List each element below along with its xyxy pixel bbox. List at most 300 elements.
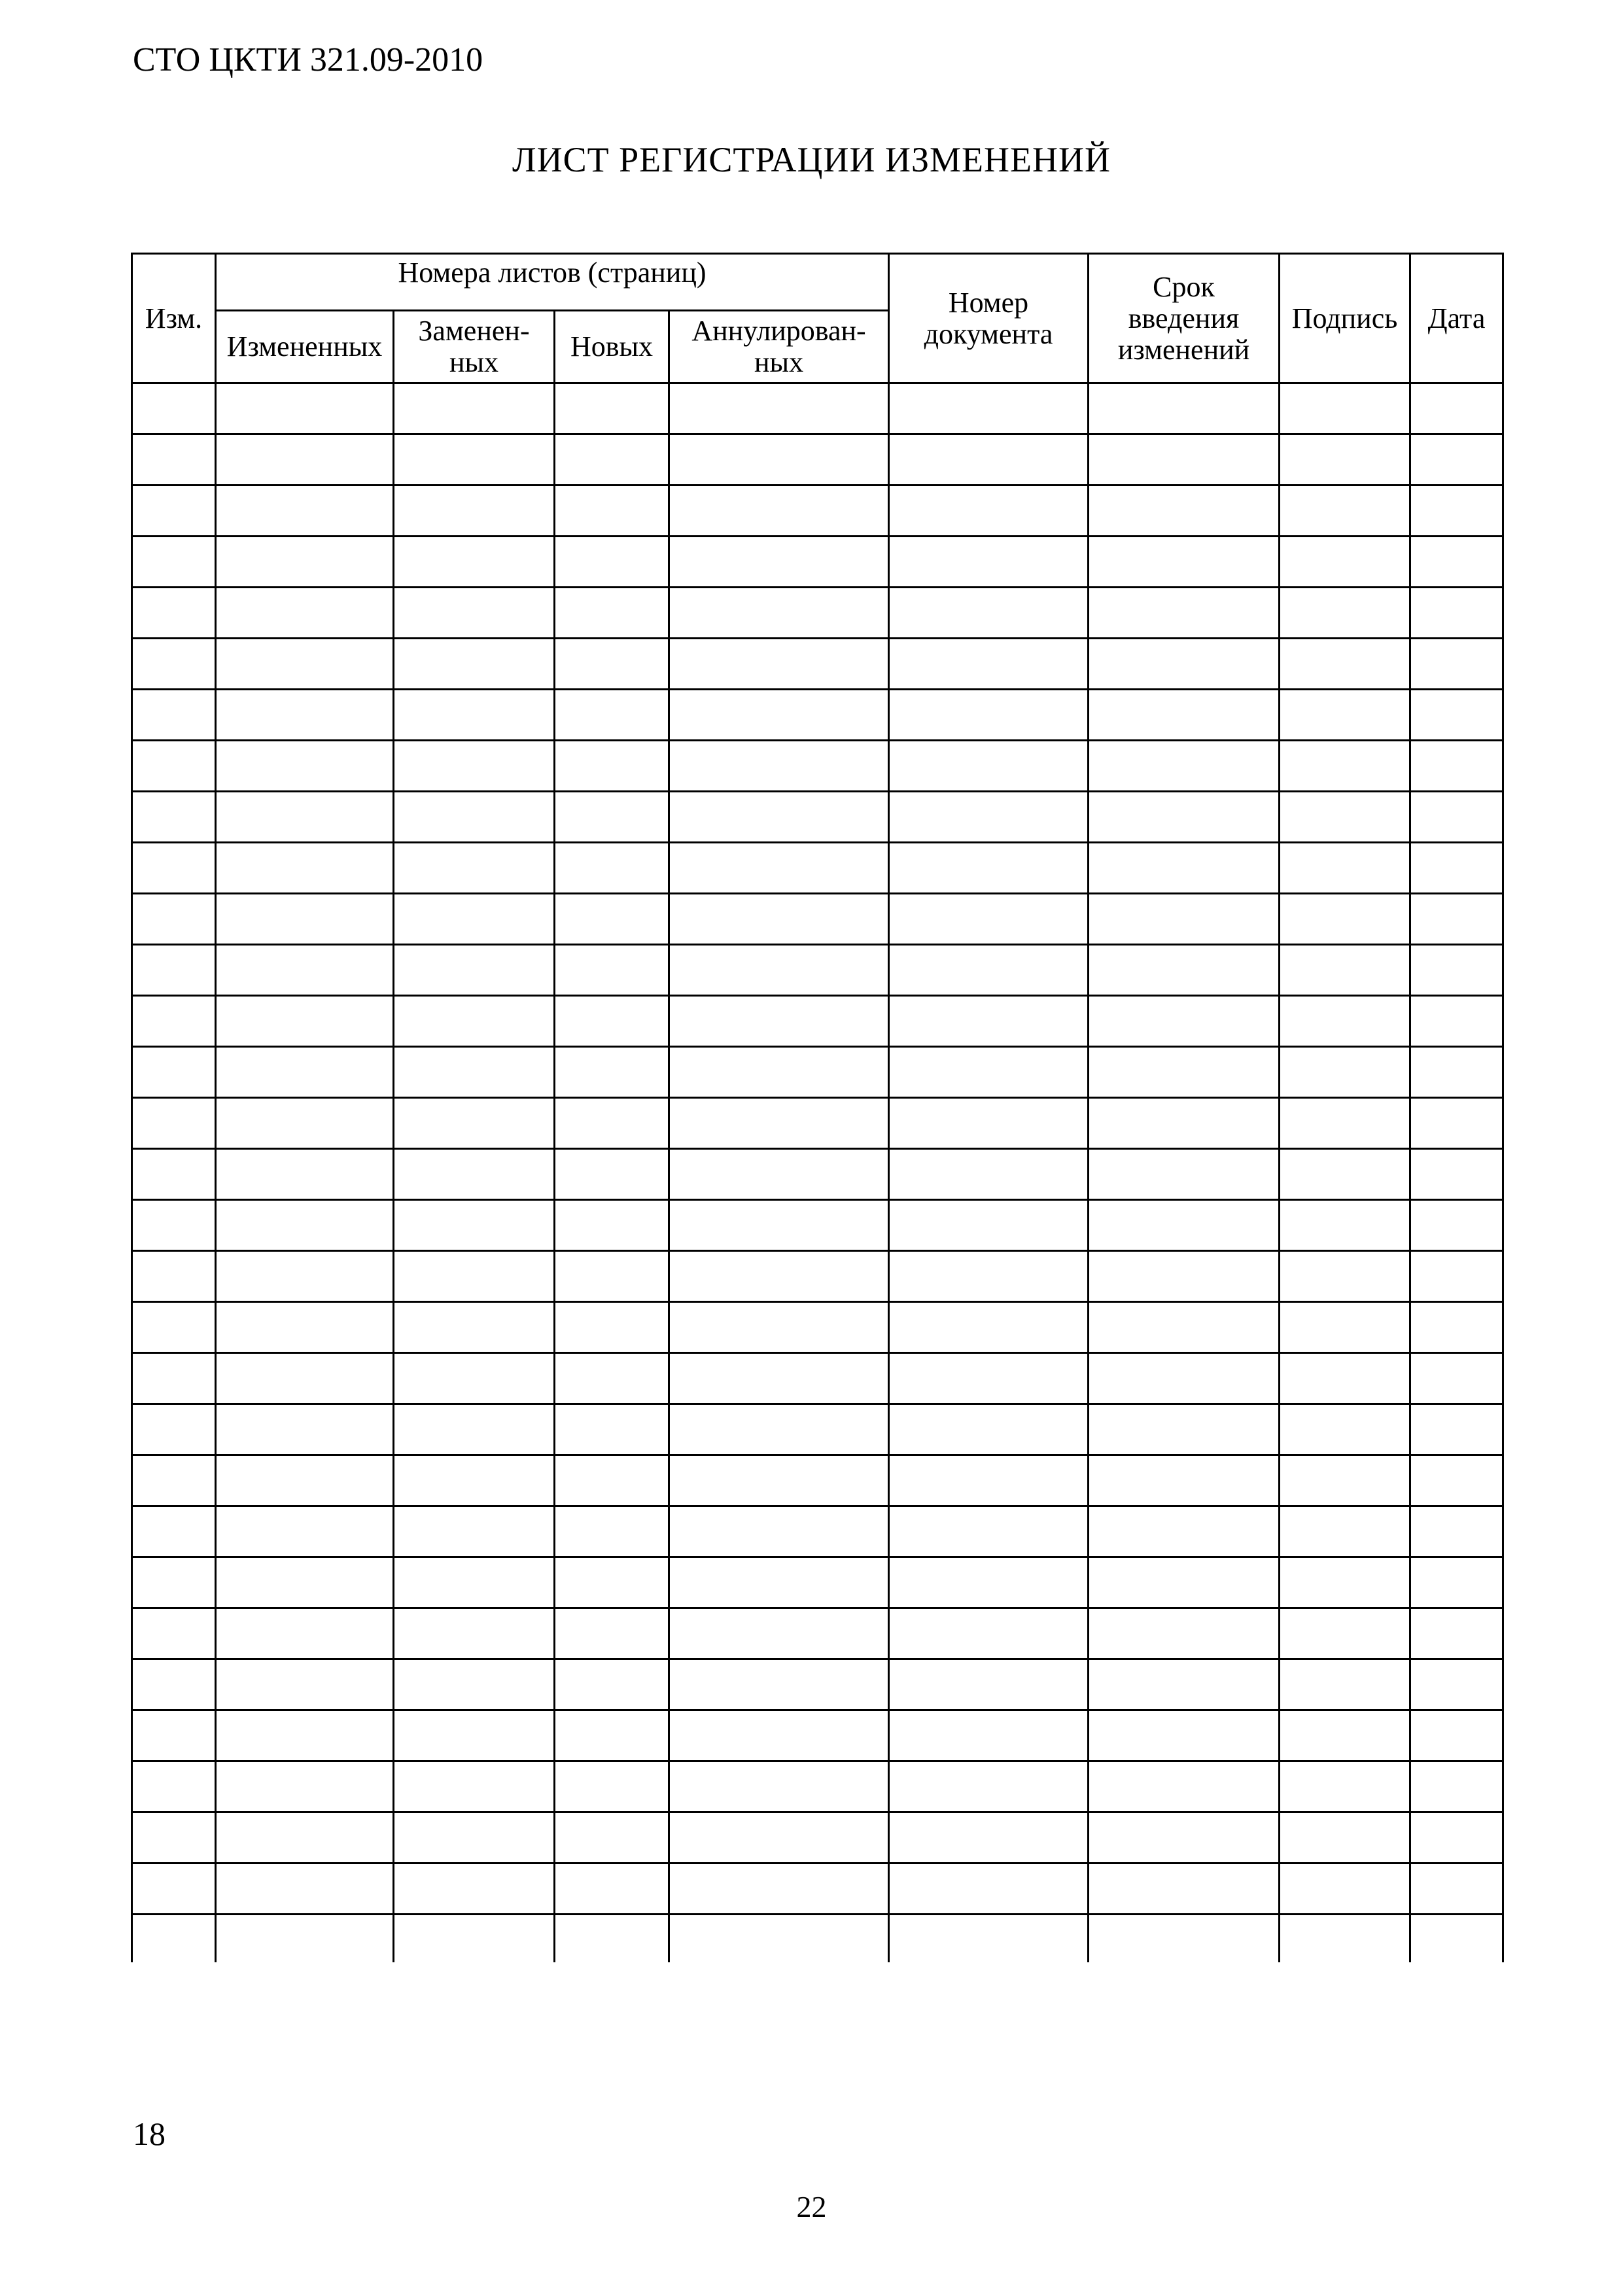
table-cell [394, 894, 555, 945]
table-cell [1280, 1506, 1410, 1557]
table-cell [216, 434, 394, 486]
table-cell [1280, 1710, 1410, 1761]
table-row [132, 1812, 1503, 1863]
table-row [132, 1608, 1503, 1659]
table-cell [889, 1047, 1089, 1098]
table-cell [1089, 996, 1280, 1047]
table-cell [669, 639, 889, 690]
table-cell [1280, 1149, 1410, 1200]
table-cell [1280, 945, 1410, 996]
table-cell [394, 792, 555, 843]
table-cell [394, 1659, 555, 1710]
table-cell [889, 1863, 1089, 1915]
table-cell [889, 792, 1089, 843]
table-cell [1410, 843, 1503, 894]
table-cell [132, 486, 216, 537]
table-cell [1089, 741, 1280, 792]
table-cell [889, 1608, 1089, 1659]
table-cell [1410, 537, 1503, 588]
table-cell [132, 383, 216, 434]
table-cell [216, 1557, 394, 1608]
table-cell [1410, 945, 1503, 996]
table-cell [669, 1761, 889, 1812]
header-date: Дата [1410, 254, 1503, 383]
table-cell [132, 1659, 216, 1710]
table-cell [216, 639, 394, 690]
table-cell [1410, 1047, 1503, 1098]
table-cell [132, 1302, 216, 1353]
table-cell [1089, 639, 1280, 690]
table-cell [394, 588, 555, 639]
table-cell [216, 1455, 394, 1506]
table-row [132, 1915, 1503, 1962]
table-cell [1280, 486, 1410, 537]
table-cell [1089, 1506, 1280, 1557]
table-cell [889, 1353, 1089, 1404]
table-cell [216, 996, 394, 1047]
table-row [132, 1863, 1503, 1915]
table-cell [394, 1098, 555, 1149]
table-cell [889, 1659, 1089, 1710]
table-cell [1280, 1302, 1410, 1353]
table-cell [889, 1761, 1089, 1812]
table-cell [555, 1251, 669, 1302]
table-cell [394, 1557, 555, 1608]
table-cell [1089, 1812, 1280, 1863]
table-cell [132, 1812, 216, 1863]
table-cell [555, 894, 669, 945]
table-cell [555, 741, 669, 792]
table-cell [555, 588, 669, 639]
table-cell [1410, 792, 1503, 843]
table-cell [555, 690, 669, 741]
table-cell [889, 383, 1089, 434]
table-cell [216, 1404, 394, 1455]
table-row [132, 537, 1503, 588]
header-annulled: Аннулирован- ных [669, 311, 889, 383]
table-cell [1089, 792, 1280, 843]
table-cell [132, 588, 216, 639]
table-cell [1089, 383, 1280, 434]
table-cell [669, 1404, 889, 1455]
table-cell [555, 1506, 669, 1557]
table-cell [1280, 1761, 1410, 1812]
table-cell [555, 1149, 669, 1200]
table-cell [394, 690, 555, 741]
table-cell [669, 1915, 889, 1962]
table-cell [555, 1455, 669, 1506]
table-cell [669, 843, 889, 894]
table-cell [216, 1047, 394, 1098]
table-cell [669, 741, 889, 792]
table-cell [889, 741, 1089, 792]
header-term-of-introduction: Срок введения изменений [1089, 254, 1280, 383]
table-cell [132, 1251, 216, 1302]
header-document-number: Номер документа [889, 254, 1089, 383]
table-cell [669, 1710, 889, 1761]
table-cell [1280, 1200, 1410, 1251]
table-row [132, 1710, 1503, 1761]
table-cell [1410, 1659, 1503, 1710]
table-cell [1410, 1149, 1503, 1200]
table-cell [216, 1659, 394, 1710]
table-row [132, 588, 1503, 639]
table-cell [1410, 486, 1503, 537]
table-cell [132, 1047, 216, 1098]
table-cell [1280, 588, 1410, 639]
table-cell [669, 690, 889, 741]
table-row [132, 1506, 1503, 1557]
table-cell [216, 1353, 394, 1404]
table-cell [669, 894, 889, 945]
table-cell [889, 434, 1089, 486]
table-cell [394, 1251, 555, 1302]
change-registration-table [131, 253, 1504, 1962]
table-cell [1280, 1098, 1410, 1149]
table-row [132, 792, 1503, 843]
table-cell [1280, 1404, 1410, 1455]
table-cell [1089, 537, 1280, 588]
table-cell [216, 690, 394, 741]
table-cell [1410, 1200, 1503, 1251]
table-row [132, 639, 1503, 690]
table-row [132, 1149, 1503, 1200]
table-cell [889, 1149, 1089, 1200]
table-cell [1089, 1915, 1280, 1962]
table-cell [555, 537, 669, 588]
table-cell [555, 996, 669, 1047]
table-cell [669, 588, 889, 639]
table-cell [889, 843, 1089, 894]
table-cell [1410, 1812, 1503, 1863]
table-cell [669, 996, 889, 1047]
table-cell [1280, 996, 1410, 1047]
table-body [132, 383, 1503, 1962]
table-cell [1410, 434, 1503, 486]
table-cell [555, 1557, 669, 1608]
table-cell [889, 690, 1089, 741]
table-cell [1410, 1251, 1503, 1302]
table-row [132, 690, 1503, 741]
table-row [132, 1302, 1503, 1353]
table-cell [394, 1353, 555, 1404]
table-cell [555, 486, 669, 537]
table-cell [132, 1200, 216, 1251]
table-cell [1410, 1710, 1503, 1761]
table-cell [394, 1047, 555, 1098]
table-row [132, 741, 1503, 792]
table-cell [669, 1149, 889, 1200]
page-number-center: 22 [796, 2190, 827, 2223]
table-cell [669, 1353, 889, 1404]
table-cell [1410, 690, 1503, 741]
table-row [132, 996, 1503, 1047]
table-cell [132, 1353, 216, 1404]
table-cell [889, 1557, 1089, 1608]
table-cell [889, 486, 1089, 537]
table-cell [132, 996, 216, 1047]
table-cell [394, 1608, 555, 1659]
header-izm: Изм. [132, 254, 216, 383]
table-cell [1089, 1149, 1280, 1200]
table-cell [555, 1812, 669, 1863]
table-row [132, 1455, 1503, 1506]
table-cell [889, 1710, 1089, 1761]
table-cell [1089, 1353, 1280, 1404]
table-cell [1410, 1608, 1503, 1659]
table-cell [394, 1506, 555, 1557]
table-cell [889, 537, 1089, 588]
table-cell [394, 1455, 555, 1506]
table-cell [1410, 1455, 1503, 1506]
table-cell [669, 1098, 889, 1149]
table-cell [394, 537, 555, 588]
table-cell [669, 792, 889, 843]
table-cell [132, 1863, 216, 1915]
page-number-left: 18 [133, 2115, 166, 2152]
table-cell [394, 1761, 555, 1812]
table-cell [1280, 639, 1410, 690]
table-cell [216, 1812, 394, 1863]
table-cell [132, 1404, 216, 1455]
table-cell [394, 945, 555, 996]
header-replaced: Заменен- ных [394, 311, 555, 383]
document-code: СТО ЦКТИ 321.09-2010 [133, 41, 483, 79]
table-cell [889, 1812, 1089, 1863]
table-cell [1089, 434, 1280, 486]
table-cell [1089, 894, 1280, 945]
table-cell [216, 1200, 394, 1251]
table-cell [216, 894, 394, 945]
table-cell [216, 1915, 394, 1962]
table-cell [132, 1761, 216, 1812]
table-cell [132, 1608, 216, 1659]
table-row [132, 1251, 1503, 1302]
table-cell [1089, 1557, 1280, 1608]
table-cell [555, 1047, 669, 1098]
table-cell [132, 639, 216, 690]
table-cell [132, 537, 216, 588]
table-cell [1089, 1098, 1280, 1149]
table-cell [1410, 639, 1503, 690]
table-cell [555, 1863, 669, 1915]
table-cell [1089, 945, 1280, 996]
table-cell [1280, 434, 1410, 486]
table-cell [132, 434, 216, 486]
table-row [132, 383, 1503, 434]
table-cell [555, 1098, 669, 1149]
table-cell [216, 1761, 394, 1812]
table-row [132, 843, 1503, 894]
table-cell [216, 1251, 394, 1302]
table-cell [1410, 383, 1503, 434]
table-cell [132, 1506, 216, 1557]
table-cell [555, 1353, 669, 1404]
table-cell [1410, 996, 1503, 1047]
table-cell [1410, 741, 1503, 792]
table-cell [132, 1557, 216, 1608]
table-cell [669, 945, 889, 996]
table-cell [889, 639, 1089, 690]
table-cell [132, 945, 216, 996]
table-cell [1089, 1302, 1280, 1353]
table-cell [394, 1812, 555, 1863]
table-cell [1089, 1710, 1280, 1761]
table-cell [1089, 1404, 1280, 1455]
header-new: Новых [555, 311, 669, 383]
table-cell [889, 1506, 1089, 1557]
table-cell [1089, 1047, 1280, 1098]
table-cell [669, 1302, 889, 1353]
table-cell [216, 1608, 394, 1659]
table-row [132, 1761, 1503, 1812]
table-cell [132, 1710, 216, 1761]
table-cell [216, 843, 394, 894]
table-cell [394, 1200, 555, 1251]
table-cell [1089, 1659, 1280, 1710]
table-cell [394, 1302, 555, 1353]
table-cell [1280, 741, 1410, 792]
table-cell [669, 434, 889, 486]
table-cell [1280, 1659, 1410, 1710]
table-cell [669, 1047, 889, 1098]
table-cell [555, 1915, 669, 1962]
page-title: ЛИСТ РЕГИСТРАЦИИ ИЗМЕНЕНИЙ [512, 140, 1111, 179]
table-cell [1410, 1915, 1503, 1962]
table-cell [394, 996, 555, 1047]
table-cell [132, 1455, 216, 1506]
table-cell [1089, 588, 1280, 639]
table-cell [1410, 1761, 1503, 1812]
table-cell [1410, 1098, 1503, 1149]
table-cell [889, 1200, 1089, 1251]
table-cell [1089, 843, 1280, 894]
table-cell [1410, 1506, 1503, 1557]
table-cell [669, 486, 889, 537]
table-cell [132, 1149, 216, 1200]
table-cell [889, 1098, 1089, 1149]
table-cell [889, 588, 1089, 639]
table-row [132, 1659, 1503, 1710]
table-cell [394, 639, 555, 690]
table-cell [1280, 1608, 1410, 1659]
table-row [132, 1200, 1503, 1251]
table-cell [1410, 1353, 1503, 1404]
table-cell [1410, 588, 1503, 639]
table-cell [669, 1608, 889, 1659]
table-cell [1089, 1761, 1280, 1812]
table-cell [394, 741, 555, 792]
table-cell [669, 1251, 889, 1302]
table-cell [394, 1915, 555, 1962]
table-cell [1089, 1200, 1280, 1251]
table-cell [1280, 792, 1410, 843]
table-cell [1089, 1863, 1280, 1915]
table-cell [1280, 690, 1410, 741]
table-cell [132, 894, 216, 945]
table-cell [555, 1404, 669, 1455]
table-cell [889, 1915, 1089, 1962]
table-cell [216, 945, 394, 996]
table-cell [216, 486, 394, 537]
table-cell [394, 1404, 555, 1455]
table-row [132, 1353, 1503, 1404]
table-cell [1280, 1812, 1410, 1863]
table-row [132, 894, 1503, 945]
table-cell [1280, 1353, 1410, 1404]
table-cell [394, 1710, 555, 1761]
table-cell [216, 1098, 394, 1149]
table-cell [1280, 1455, 1410, 1506]
table-cell [216, 1149, 394, 1200]
table-cell [669, 1200, 889, 1251]
table-cell [555, 1200, 669, 1251]
table-cell [216, 741, 394, 792]
table-cell [889, 1455, 1089, 1506]
table-cell [216, 383, 394, 434]
table-row [132, 486, 1503, 537]
table-cell [216, 1302, 394, 1353]
table-cell [555, 1761, 669, 1812]
table-cell [1280, 383, 1410, 434]
table-row [132, 1557, 1503, 1608]
table-cell [1410, 1557, 1503, 1608]
table-cell [132, 1098, 216, 1149]
table-cell [1089, 1455, 1280, 1506]
table-cell [669, 1659, 889, 1710]
table-cell [669, 1557, 889, 1608]
table-cell [132, 1915, 216, 1962]
table-cell [1280, 1863, 1410, 1915]
table-cell [889, 1251, 1089, 1302]
table-cell [1410, 1863, 1503, 1915]
table-cell [1280, 1251, 1410, 1302]
table-cell [394, 1863, 555, 1915]
table-cell [1410, 1404, 1503, 1455]
table-cell [132, 792, 216, 843]
table-cell [889, 894, 1089, 945]
table-cell [1280, 1047, 1410, 1098]
table-row [132, 945, 1503, 996]
table-cell [555, 383, 669, 434]
table-cell [555, 843, 669, 894]
table-cell [394, 1149, 555, 1200]
table-cell [555, 1710, 669, 1761]
table-cell [132, 741, 216, 792]
table-row [132, 434, 1503, 486]
table-cell [1410, 1302, 1503, 1353]
table-cell [1280, 843, 1410, 894]
table-cell [555, 639, 669, 690]
table-cell [1089, 690, 1280, 741]
table-row [132, 1047, 1503, 1098]
table-cell [669, 383, 889, 434]
table-cell [669, 1455, 889, 1506]
table-cell [889, 996, 1089, 1047]
table-cell [1280, 1915, 1410, 1962]
table-cell [394, 434, 555, 486]
table-cell [669, 537, 889, 588]
table-cell [394, 486, 555, 537]
table-cell [216, 1506, 394, 1557]
table-cell [1280, 1557, 1410, 1608]
table-cell [555, 1608, 669, 1659]
table-cell [669, 1812, 889, 1863]
header-sheet-numbers: Номера листов (страниц) [216, 254, 889, 311]
table-row [132, 1404, 1503, 1455]
table-cell [1089, 1251, 1280, 1302]
table-cell [394, 843, 555, 894]
